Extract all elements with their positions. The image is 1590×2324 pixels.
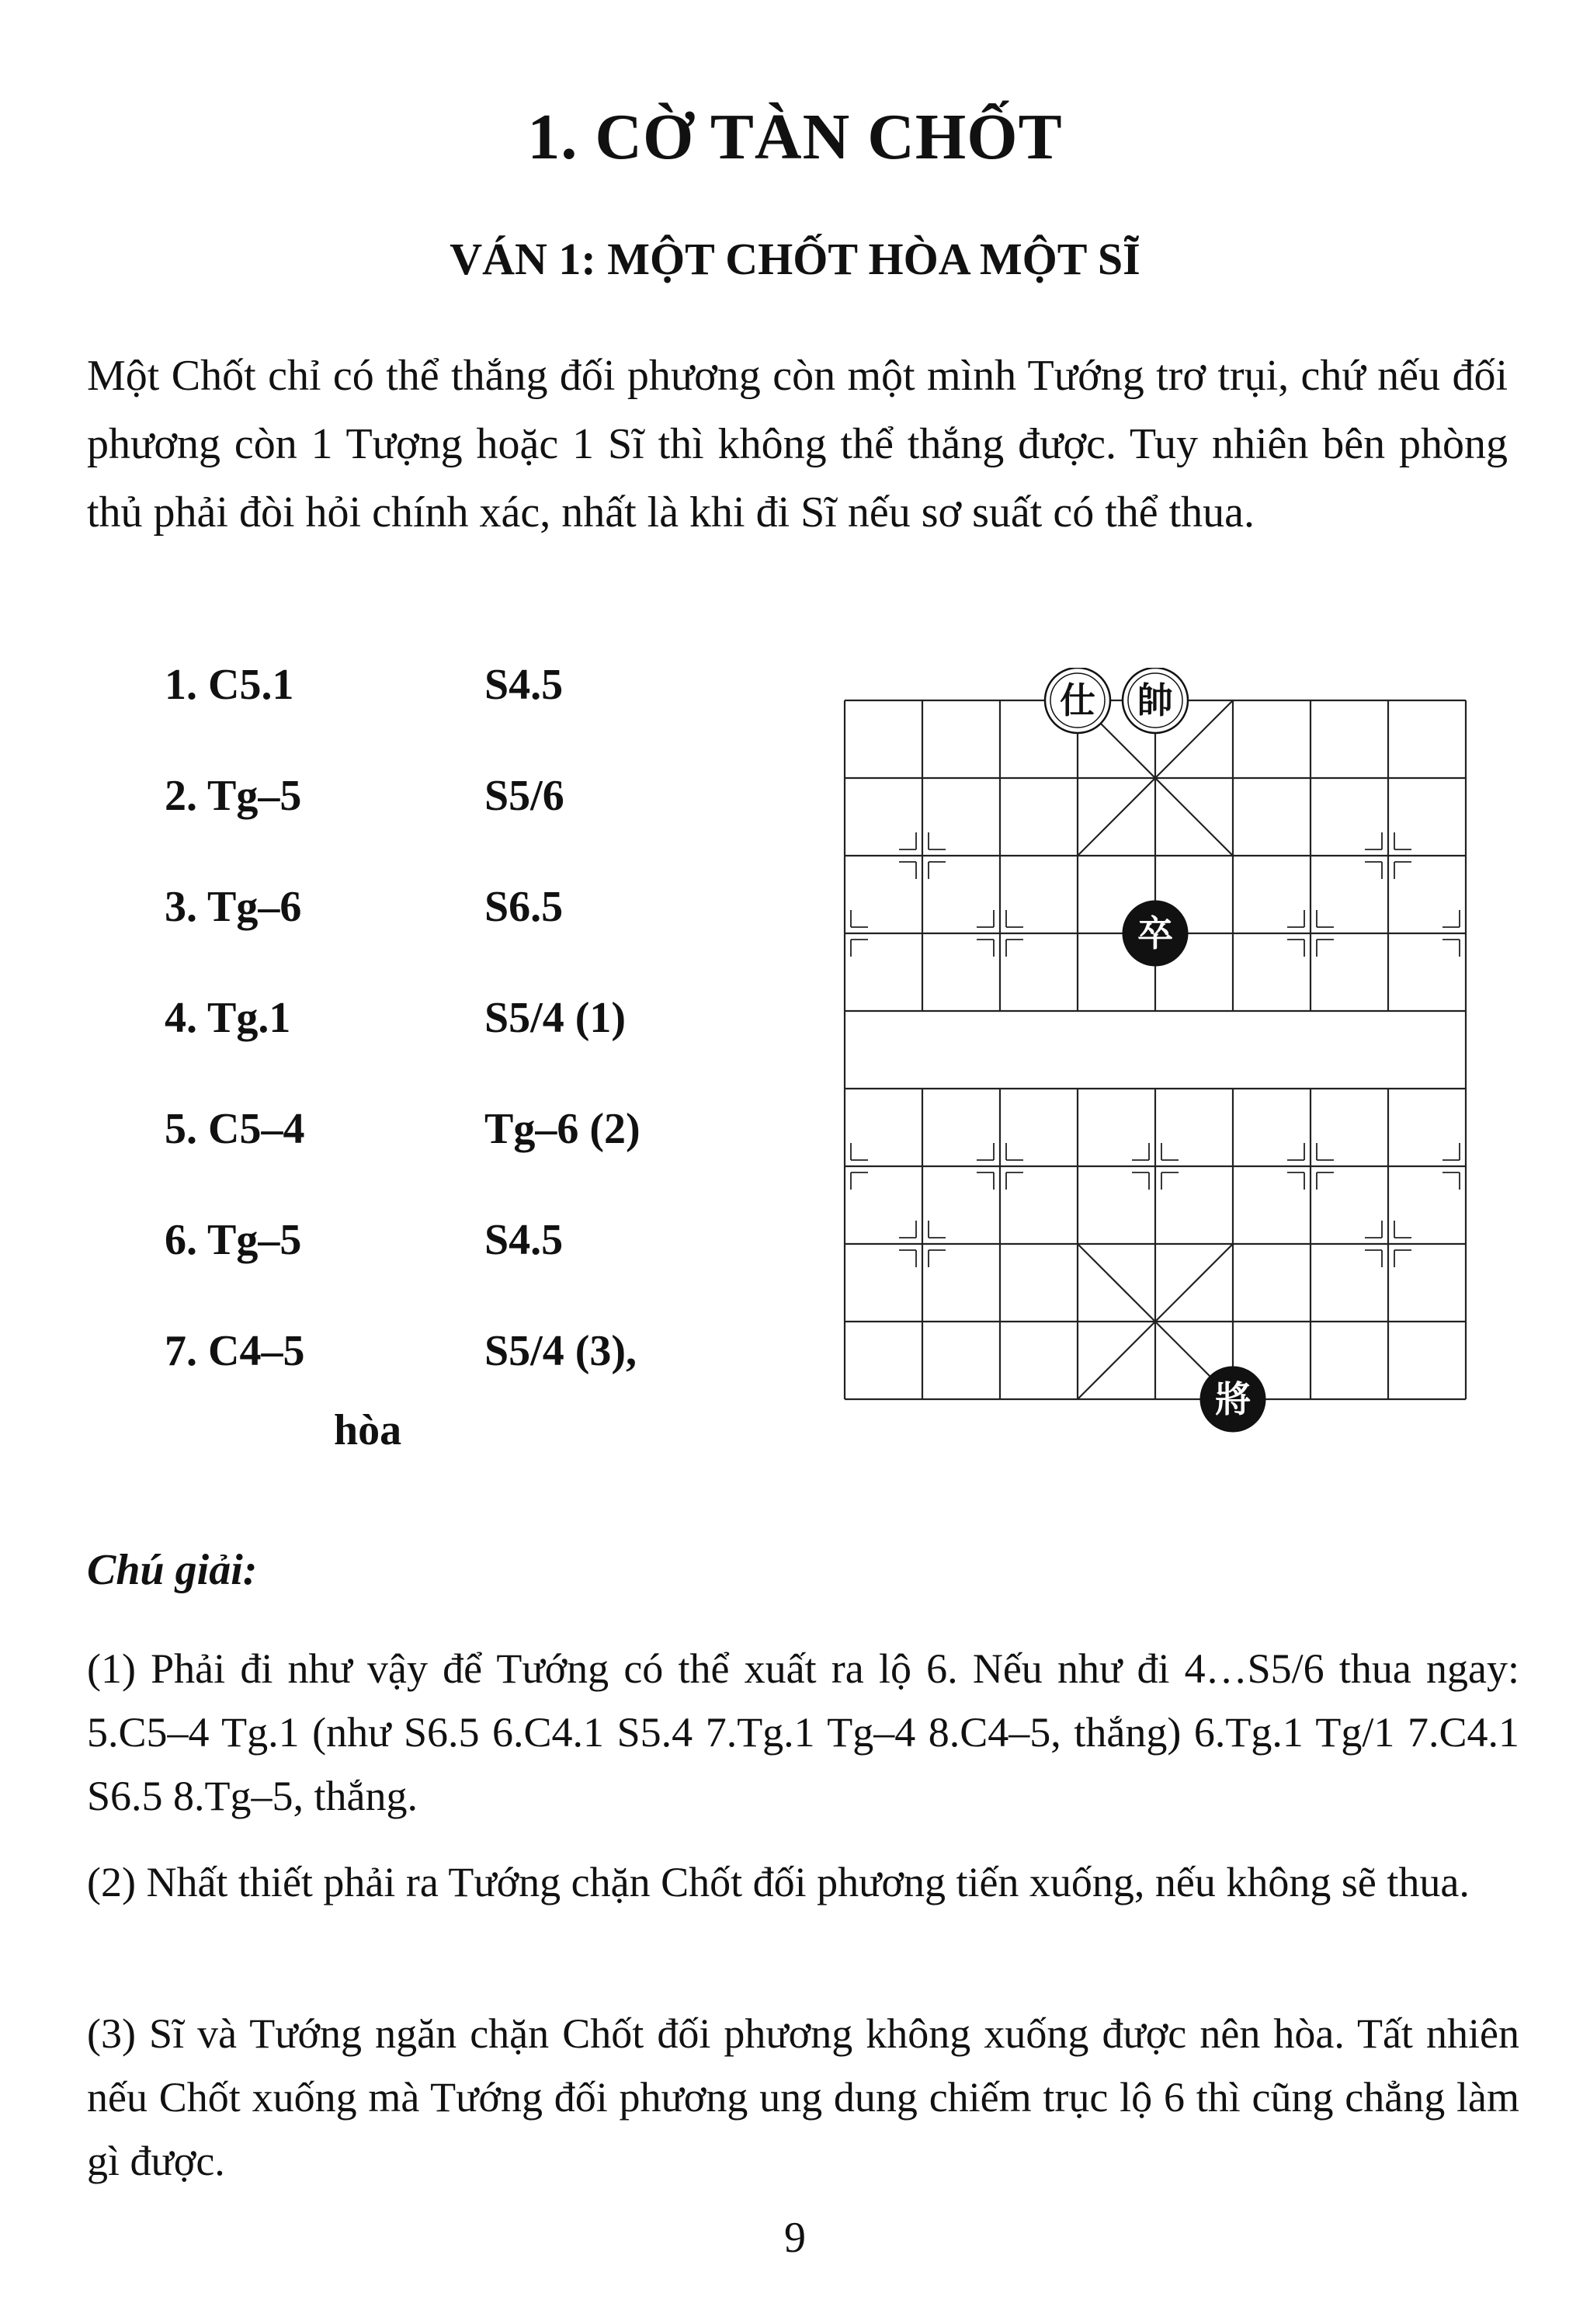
board-grid: [845, 700, 1466, 1399]
move-white: 6. Tg–5: [165, 1216, 302, 1264]
xiangqi-board-diagram: [831, 668, 1498, 1444]
move-black: S6.5: [484, 883, 564, 931]
intro-paragraph: Một Chốt chỉ có thể thắng đối phương còn một mình Tướng trơ trụi, chứ nếu đối phương còn 1 Tượng hoặc 1 Sĩ thì không thể thắng được. Tuy nhiên bên phòng thủ phải đòi hỏi chính xác, nhất là khi đi Sĩ nếu sơ suất có thể thua.: [87, 352, 1508, 537]
piece-label: 帥: [1137, 679, 1173, 721]
note-2: (2) Nhất thiết phải ra Tướng chặn Chốt đối phương tiến xuống, nếu không sẽ thua.: [87, 1859, 1470, 1905]
page-number: 9: [784, 2214, 806, 2262]
piece-label: 卒: [1137, 912, 1173, 954]
move-black: S4.5: [484, 661, 564, 709]
move-black: S4.5: [484, 1216, 564, 1264]
move-white: 5. C5–4: [165, 1105, 305, 1153]
move-white: 3. Tg–6: [165, 883, 302, 931]
piece-label: 將: [1215, 1378, 1251, 1420]
section-title: VÁN 1: MỘT CHỐT HÒA MỘT SĨ: [450, 234, 1140, 284]
move-white: 2. Tg–5: [165, 772, 302, 820]
note-1: (1) Phải đi như vậy để Tướng có thể xuất ra lộ 6. Nếu như đi 4…S5/6 thua ngay: 5.C5–4 Tg.1 (như S6.5 6.C4.1 S5.4 7.Tg.1 Tg–4 8.C4–5, thắng) 6.Tg.1 Tg/1 7.C4.1 S6.5 8.Tg–5, thắng.: [87, 1645, 1519, 1819]
move-result: hòa: [334, 1406, 402, 1454]
move-black: S5/4 (3),: [484, 1327, 637, 1375]
move-black: S5/4 (1): [484, 994, 626, 1042]
move-white: 1. C5.1: [165, 661, 294, 709]
note-3: (3) Sĩ và Tướng ngăn chặn Chốt đối phương không xuống được nên hòa. Tất nhiên nếu Chốt xuống mà Tướng đối phương ung dung chiếm trục lộ 6 thì cũng chẳng làm gì được.: [87, 2010, 1519, 2184]
move-white: 7. C4–5: [165, 1327, 305, 1375]
move-black: S5/6: [484, 772, 564, 820]
move-white: 4. Tg.1: [165, 994, 291, 1042]
notes-heading: Chú giải:: [87, 1546, 258, 1594]
move-black: Tg–6 (2): [484, 1105, 641, 1153]
page-title: 1. CỜ TÀN CHỐT: [527, 101, 1063, 173]
piece-label: 仕: [1060, 679, 1095, 721]
